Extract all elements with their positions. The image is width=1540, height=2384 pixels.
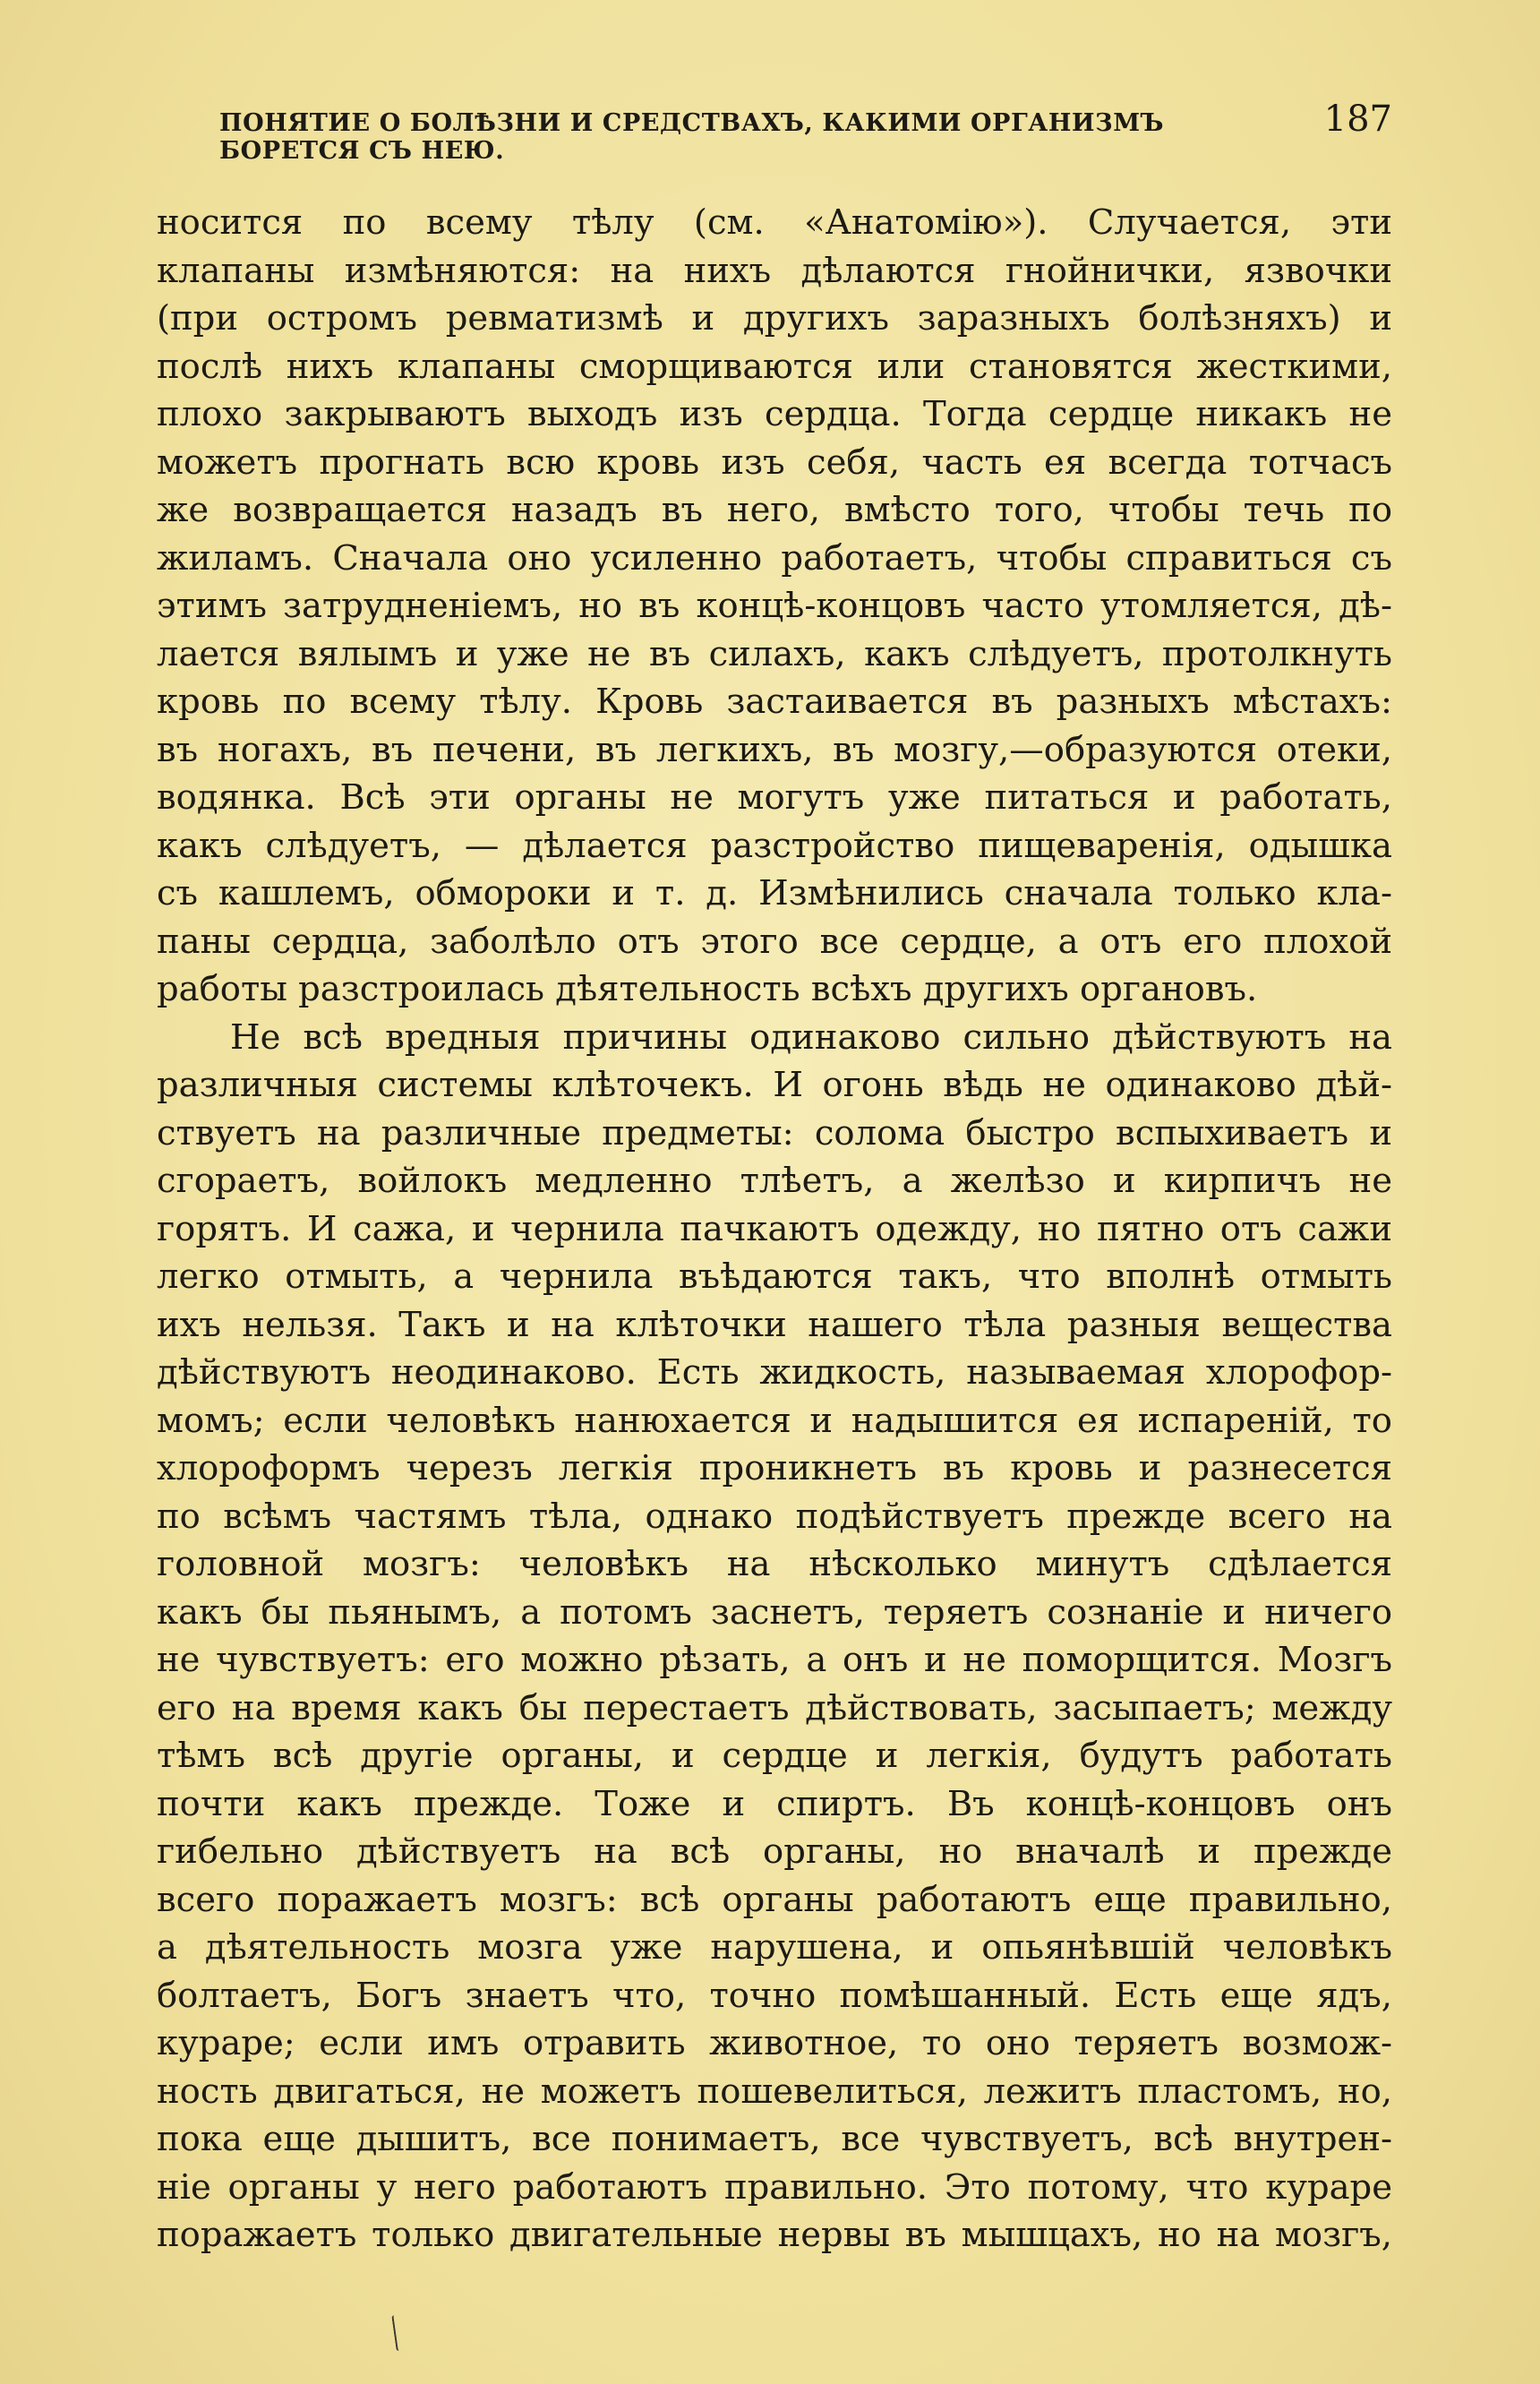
paragraph [157,199,1392,1014]
text-line: не чувствуетъ: его можно рѣзать, а онъ и не поморщится. Мозгъ [157,1640,1392,1680]
running-header [219,99,1392,165]
text-line: какъ бы пьянымъ, а потомъ заснетъ, теряетъ сознаніе и ничего [157,1591,1392,1633]
text-line: въ ногахъ, въ печени, въ легкихъ, въ мозгу,—образуются отеки, [157,729,1392,770]
text-line: поражаетъ только двигательные нервы въ мышцахъ, но на мозгъ, [157,2215,1392,2255]
text-line: сгораетъ, войлокъ медленно тлѣетъ, а желѣзо и кирпичъ не [157,1161,1392,1201]
text-line: клапаны измѣняются: на нихъ дѣлаются гнойнички, язвочки [157,250,1392,291]
text-line: горятъ. И сажа, и чернила пачкаютъ одежду, но пятно отъ сажи [157,1208,1392,1249]
text-line: по всѣмъ частямъ тѣла, однако подѣйствуетъ прежде всего на [157,1496,1392,1537]
text-line: а дѣятельность мозга уже нарушена, и опьянѣвшій человѣкъ [157,1927,1392,1968]
text-line: Не всѣ вредныя причины одинаково сильно дѣйствуютъ на [230,1016,1392,1058]
text-line: тѣмъ всѣ другіе органы, и сердце и легкія, будутъ работать [157,1736,1392,1776]
body-text [157,199,1392,2260]
text-line: различныя системы клѣточекъ. И огонь вѣдь не одинаково дѣй- [157,1065,1392,1105]
text-line: момъ; если человѣкъ нанюхается и надышится ея испареній, то [157,1400,1392,1441]
text-line: легко отмыть, а чернила въѣдаются такъ, что вполнѣ отмыть [157,1256,1392,1297]
text-line: водянка. Всѣ эти органы не могутъ уже питаться и работать, [157,777,1392,818]
text-line: съ кашлемъ, обмороки и т. д. Измѣнились сначала только кла- [157,873,1392,913]
text-line: (при остромъ ревматизмѣ и другихъ заразныхъ болѣзняхъ) и [157,298,1392,339]
text-line: всего поражаетъ мозгъ: всѣ органы работаютъ еще правильно, [157,1879,1392,1920]
text-line: гибельно дѣйствуетъ на всѣ органы, но вначалѣ и прежде [157,1831,1392,1872]
text-line: ствуетъ на различные предметы: солома быстро вспыхиваетъ и [157,1112,1392,1153]
text-line: ихъ нельзя. Такъ и на клѣточки нашего тѣла разныя вещества [157,1304,1392,1345]
paragraph [157,1014,1392,2260]
text-line: носится по всему тѣлу (см. «Анатомію»). Случается, эти [157,202,1392,243]
text-line: лается вялымъ и уже не въ силахъ, какъ слѣдуетъ, протолкнуть [157,633,1392,674]
text-line: ніе органы у него работаютъ правильно. Это потому, что кураре [157,2166,1392,2208]
text-line: пока еще дышитъ, все понимаетъ, все чувствуетъ, всѣ внутрен- [157,2119,1392,2159]
text-line: плохо закрываютъ выходъ изъ сердца. Тогда сердце никакъ не [157,394,1392,434]
text-line: можетъ прогнать всю кровь изъ себя, часть ея всегда тотчасъ [157,442,1392,483]
text-line: болтаетъ, Богъ знаетъ что, точно помѣшанный. Есть еще ядъ, [157,1975,1392,2016]
text-line: его на время какъ бы перестаетъ дѣйствовать, засыпаетъ; между [157,1687,1392,1728]
text-line: послѣ нихъ клапаны сморщиваются или становятся жесткими, [157,346,1392,387]
text-line: этимъ затрудненіемъ, но въ концѣ-концовъ часто утомляется, дѣ- [157,586,1392,626]
text-line: хлороформъ черезъ легкія проникнетъ въ кровь и разнесется [157,1448,1392,1488]
text-line: паны сердца, заболѣло отъ этого все сердце, а отъ его плохой [157,921,1392,962]
text-line: кураре; если имъ отравить животное, то оно теряетъ возмож- [157,2023,1392,2063]
text-line: кровь по всему тѣлу. Кровь застаивается въ разныхъ мѣстахъ: [157,682,1392,722]
text-line: жиламъ. Сначала оно усиленно работаетъ, чтобы справиться съ [157,537,1392,579]
text-line: какъ слѣдуетъ, — дѣлается разстройство пищеваренія, одышка [157,825,1392,866]
text-line: ность двигаться, не можетъ пошевелиться, лежитъ пластомъ, но, [157,2071,1392,2112]
text-line: же возвращается назадъ въ него, вмѣсто того, чтобы течь по [157,490,1392,530]
running-title: ПОНЯТИЕ О БОЛѢЗНИ И СРЕДСТВАХЪ, КАКИМИ ОРГАНИЗМЪ БОРЕТСЯ СЪ НЕЮ. [219,109,1165,165]
pencil-mark [391,2315,402,2351]
page-number: 187 [1323,99,1392,140]
text-line: головной мозгъ: человѣкъ на нѣсколько минутъ сдѣлается [157,1544,1392,1584]
text-line: работы разстроилась дѣятельность всѣхъ другихъ органовъ. [157,969,1258,1009]
book-page [157,99,1392,2260]
text-line: почти какъ прежде. Тоже и спиртъ. Въ концѣ-концовъ онъ [157,1783,1392,1824]
text-line: дѣйствуютъ неодинаково. Есть жидкость, называемая хлорофор- [157,1352,1392,1393]
